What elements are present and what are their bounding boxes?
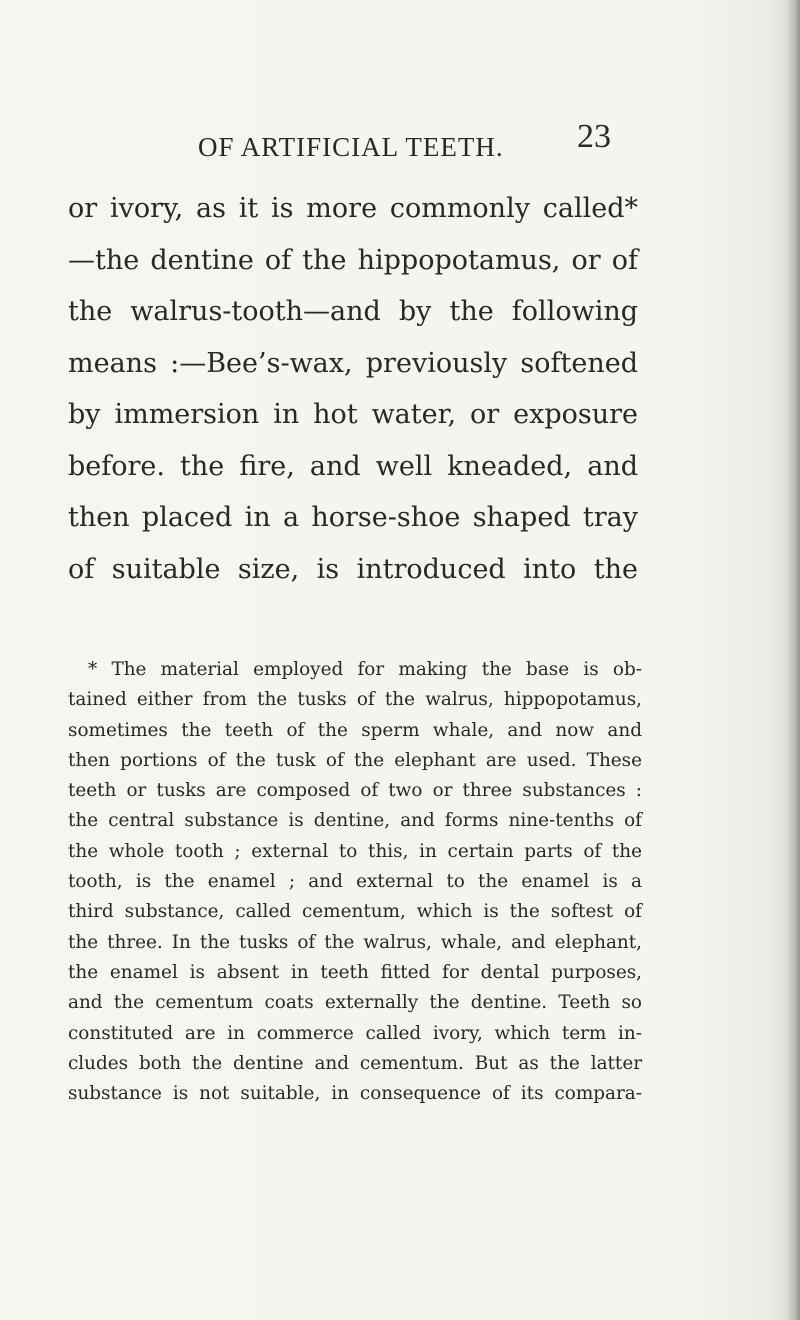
footnote-line: the three. In the tusks of the walrus, whale, and elephant, — [68, 931, 642, 953]
footnote-line: * The material employed for making the base is ob- — [88, 659, 642, 680]
footnote-line: constituted are in commerce called ivory, which term in- — [68, 1022, 642, 1044]
page-edge-shadow — [786, 0, 800, 1320]
footnote — [68, 655, 642, 1109]
footnote-line: the central substance is dentine, and forms nine-tenths of — [68, 810, 642, 832]
running-head: OF ARTIFICIAL TEETH. — [198, 132, 504, 162]
text-line: by immersion in hot water, or exposure — [68, 399, 638, 430]
text-line: then placed in a horse-shoe shaped tray — [68, 502, 638, 533]
text-line: of suitable size, is introduced into the — [68, 553, 638, 585]
main-text — [68, 183, 638, 595]
footnote-line: teeth or tusks are composed of two or three substances : — [68, 780, 642, 802]
text-line: the walrus-tooth—and by the following — [68, 296, 638, 327]
footnote-line: sometimes the teeth of the sperm whale, and now and — [68, 719, 642, 741]
footnote-line: the whole tooth ; external to this, in certain parts of the — [68, 840, 642, 862]
footnote-line: then portions of the tusk of the elephant are used. These — [68, 749, 642, 771]
page-number: 23 — [577, 118, 611, 155]
footnote-line: cludes both the dentine and cementum. But as the latter — [68, 1052, 642, 1074]
footnote-line: and the cementum coats externally the dentine. Teeth so — [68, 992, 642, 1014]
footnote-line: tooth, is the enamel ; and external to the enamel is a — [68, 871, 642, 893]
text-line: means :—Bee’s-wax, previously softened — [68, 347, 638, 379]
text-line: before. the fire, and well kneaded, and — [68, 450, 638, 482]
footnote-line: third substance, called cementum, which is the softest of — [68, 901, 642, 923]
footnote-line: tained either from the tusks of the walrus, hippopotamus, — [68, 689, 642, 711]
footnote-line: the enamel is absent in teeth fitted for dental purposes, — [68, 961, 642, 983]
footnote-line: substance is not suitable, in consequence of its compara- — [68, 1083, 642, 1105]
text-line: —the dentine of the hippopotamus, or of — [68, 244, 638, 276]
text-line: or ivory, as it is more commonly called* — [68, 193, 638, 224]
